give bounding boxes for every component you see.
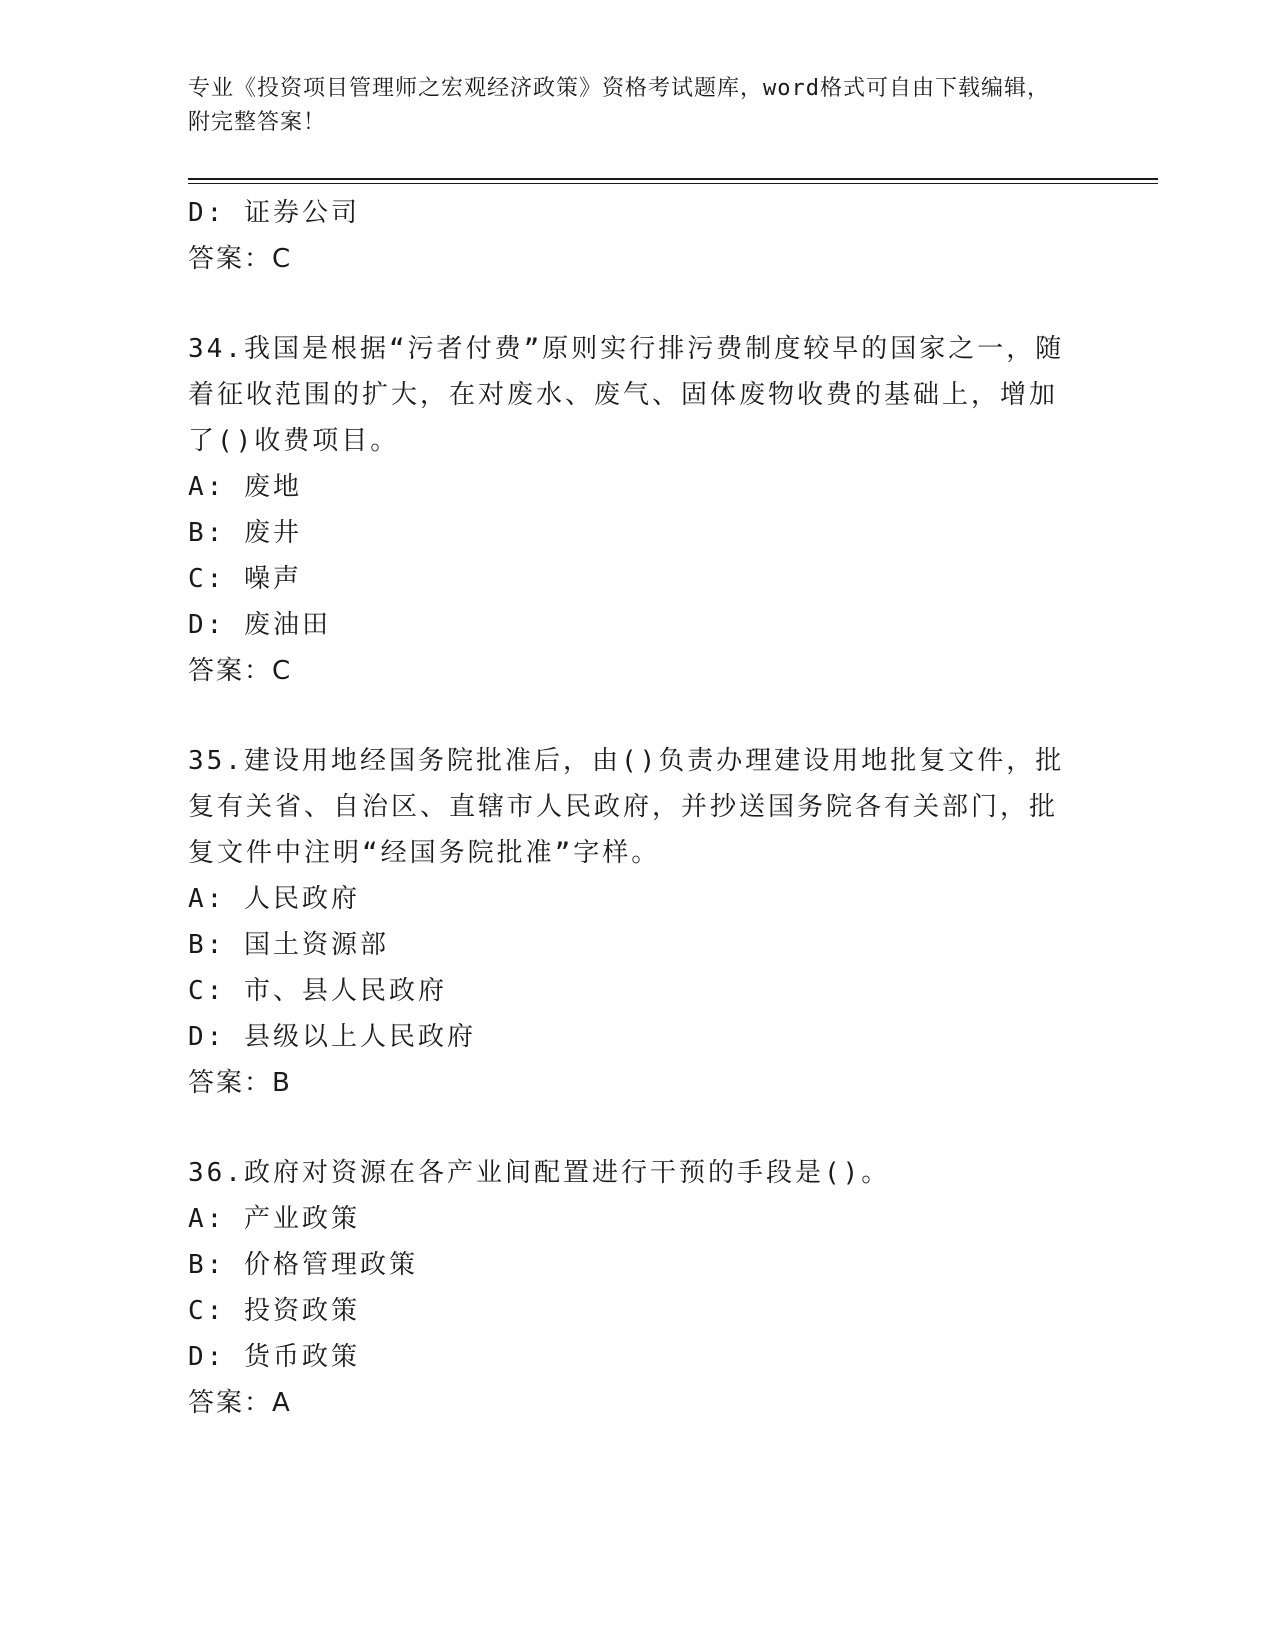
- question-answer: 答案：B: [188, 1068, 292, 1098]
- option-c: C: 噪声: [188, 564, 302, 594]
- option-d: D: 县级以上人民政府: [188, 1022, 476, 1052]
- question-36: [188, 1150, 1088, 1426]
- question-stem: 36.政府对资源在各产业间配置进行干预的手段是()。: [188, 1158, 891, 1188]
- spacer: [188, 282, 1088, 326]
- option-a: A: 产业政策: [188, 1204, 360, 1234]
- header-divider-thick: [188, 178, 1158, 180]
- header-divider-thin: [188, 183, 1158, 184]
- question-answer: 答案：A: [188, 1388, 292, 1418]
- option-a: A: 人民政府: [188, 884, 360, 914]
- question-stem: 34.我国是根据“污者付费”原则实行排污费制度较早的国家之一，随着征收范围的扩大，在对废水、废气、固体废物收费的基础上，增加了()收费项目。: [188, 334, 1065, 456]
- question-answer: 答案：C: [188, 656, 293, 686]
- header-text: 专业《投资项目管理师之宏观经济政策》资格考试题库，word格式可自由下载编辑，附完整答案！: [188, 76, 1050, 135]
- prev-option-d: D: 证券公司: [188, 198, 360, 228]
- option-d: D: 货币政策: [188, 1342, 360, 1372]
- prev-answer: 答案：C: [188, 244, 293, 274]
- spacer: [188, 694, 1088, 738]
- option-a: A: 废地: [188, 472, 302, 502]
- option-d: D: 废油田: [188, 610, 331, 640]
- question-list: [188, 190, 1088, 1426]
- spacer: [188, 1106, 1088, 1150]
- question-35: [188, 738, 1088, 1106]
- option-b: B: 废井: [188, 518, 302, 548]
- option-b: B: 国土资源部: [188, 930, 389, 960]
- question-34: [188, 326, 1088, 694]
- option-c: C: 投资政策: [188, 1296, 360, 1326]
- option-b: B: 价格管理政策: [188, 1250, 418, 1280]
- option-c: C: 市、县人民政府: [188, 976, 447, 1006]
- question-stem: 35.建设用地经国务院批准后，由()负责办理建设用地批复文件，批复有关省、自治区、直辖市人民政府，并抄送国务院各有关部门，批复文件中注明“经国务院批准”字样。: [188, 746, 1065, 868]
